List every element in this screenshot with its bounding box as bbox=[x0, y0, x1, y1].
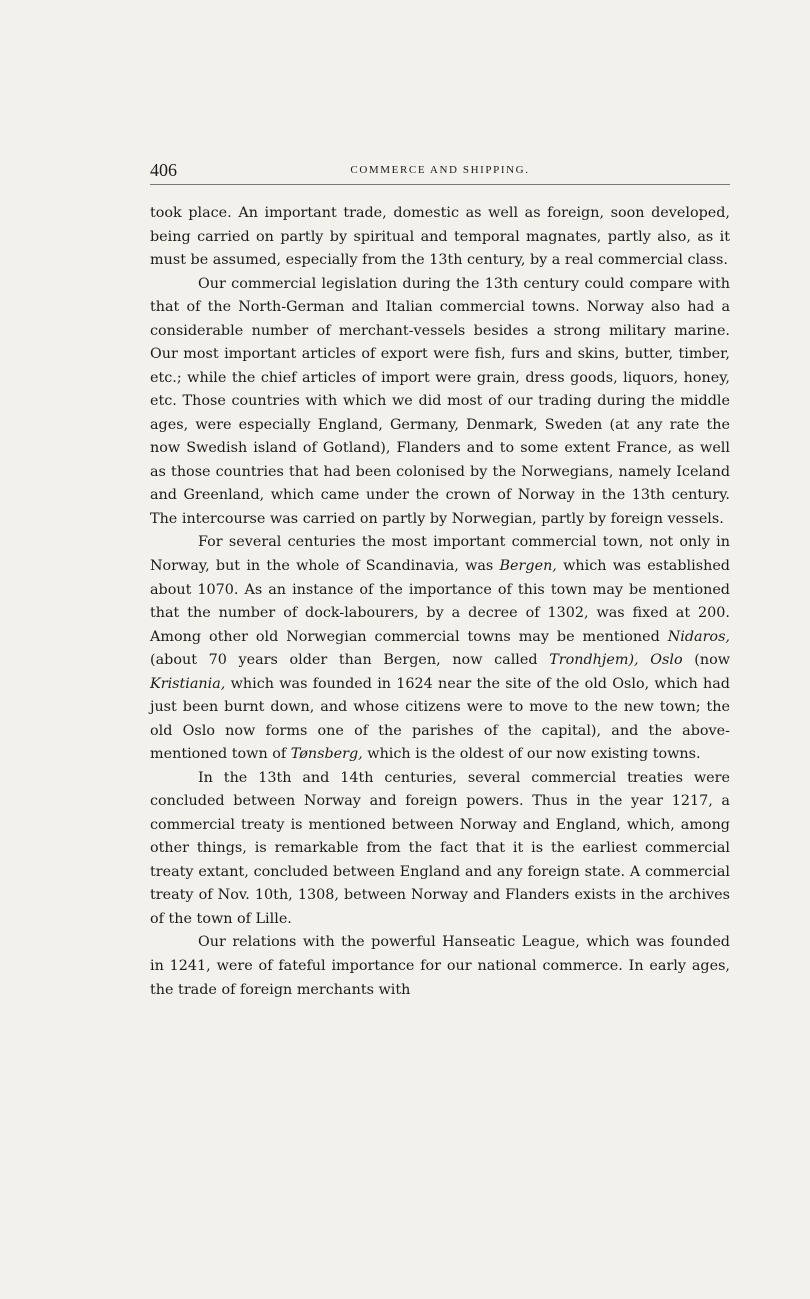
page-number: 406 bbox=[150, 160, 177, 180]
paragraph-3-part bbox=[639, 652, 651, 668]
place-bergen: Bergen, bbox=[499, 557, 557, 574]
paragraph-3-part: which is the oldest of our now existing towns. bbox=[362, 746, 701, 763]
body-text bbox=[150, 202, 730, 1002]
place-kristiania: Kristiania, bbox=[150, 675, 226, 692]
header-rule bbox=[150, 184, 730, 185]
running-title: COMMERCE AND SHIPPING. bbox=[350, 164, 530, 176]
paragraph-1: took place. An important trade, domestic as well as foreign, soon developed, being carried on partly by spiritual and temporal magnates, partly also, as it must be assumed, especially from the 13th century, by a real commercial class. bbox=[150, 205, 730, 269]
paragraph-3 bbox=[150, 531, 730, 766]
paragraph-3-part: which was founded in 1624 near the site of the old Oslo, which had just been burnt down, and whose citizens were to move to the new town; the old Oslo now forms one of the parishes of the capital), and the above-mentioned town of bbox=[150, 675, 730, 763]
place-trondhjem: Trondhjem), bbox=[549, 652, 639, 669]
place-nidaros: Nidaros, bbox=[667, 628, 730, 645]
place-oslo: Oslo bbox=[650, 652, 683, 669]
paragraph-3-part: (about 70 years older than Bergen, now called bbox=[150, 652, 550, 669]
paragraph-3-part: which was established about 1070. As an instance of the importance of this town may be mentioned that the number of dock-labourers, by a decree of 1302, was fixed at 200. Among other old Norwegian commercial towns may be mentioned bbox=[150, 557, 730, 645]
paragraph-2: Our commercial legislation during the 13th century could compare with that of the North-German and Italian commercial towns. Norway also had a considerable number of merchant-vessels besides a strong military marine. Our most important articles of export were fish, furs and skins, butter, timber, etc.; while the chief articles of import were grain, dress goods, liquors, honey, etc. Those countries with which we did most of our trading during the middle ages, were especially England, Germany, Denmark, Sweden (at any rate the now Swedish island of Gotland), Flanders and to some extent France, as well as those countries that had been colonised by the Norwegians, namely Iceland and Greenland, which came under the crown of Norway in the 13th century. The intercourse was carried on partly by Norwegian, partly by foreign vessels. bbox=[150, 275, 730, 527]
paragraph-3-part: For several centuries the most important commercial town, not only in Norway, but in the whole of Scandinavia, was bbox=[150, 534, 730, 574]
paragraph-5: Our relations with the powerful Hanseatic League, which was founded in 1241, were of fateful importance for our national commerce. In early ages, the trade of foreign merchants with bbox=[150, 934, 730, 998]
paragraph-4: In the 13th and 14th centuries, several commercial treaties were concluded between Norway and foreign powers. Thus in the year 1217, a commercial treaty is mentioned between Norway and England, which, among other things, is remarkable from the fact that it is the earliest commercial treaty extant, concluded between England and any foreign state. A commercial treaty of Nov. 10th, 1308, between Norway and Flanders exists in the archives of the town of Lille. bbox=[150, 769, 730, 927]
paragraph-3-part: (now bbox=[682, 652, 730, 669]
page-header bbox=[150, 160, 730, 184]
place-tonsberg: Tønsberg, bbox=[290, 746, 363, 763]
